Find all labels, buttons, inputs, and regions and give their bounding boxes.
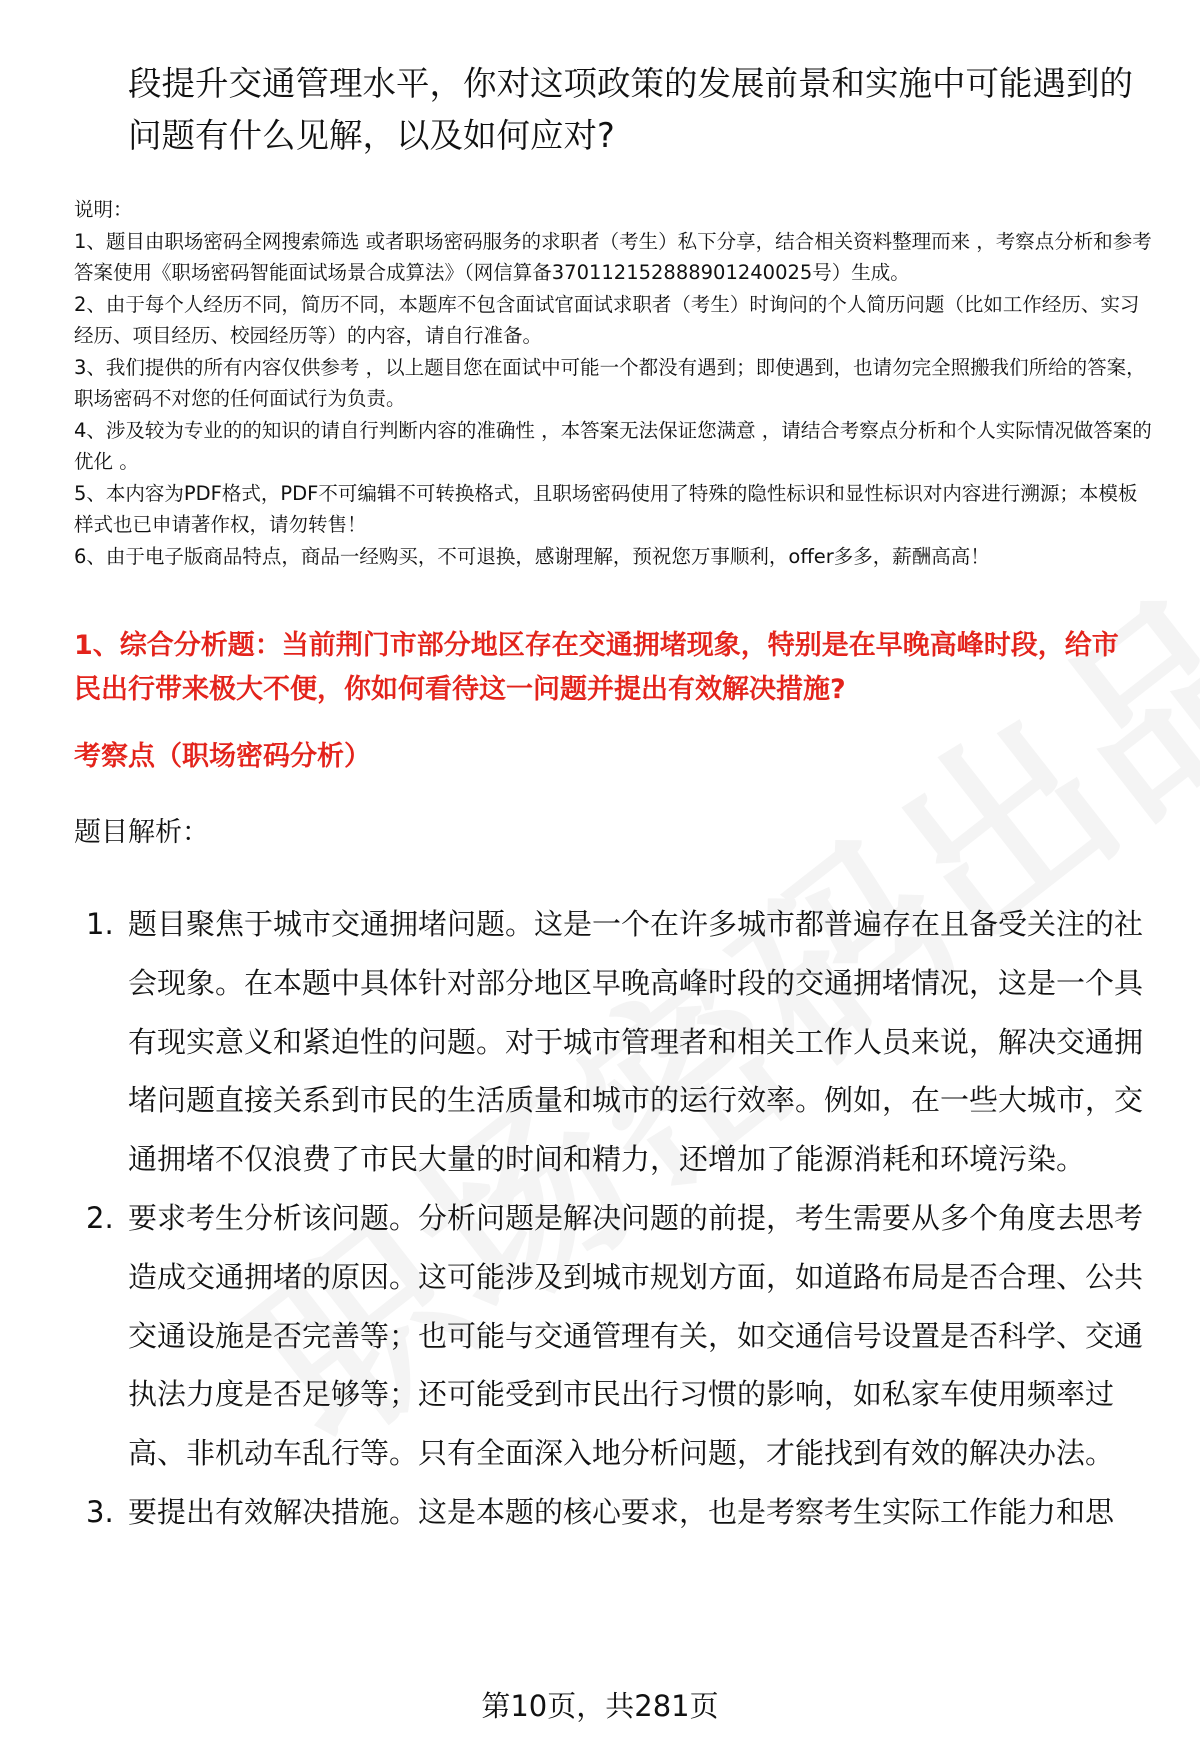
notes-block <box>74 194 1154 572</box>
point-number: 2. <box>86 1200 114 1235</box>
note-item-6: 6、由于电子版商品特点，商品一经购买，不可退换，感谢理解，预祝您万事顺利，offer多多，薪酬高高！ <box>74 544 990 568</box>
note-item-3: 3、我们提供的所有内容仅供参考 ，以上题目您在面试中可能一个都没有遇到；即使遇到，也请勿完全照搬我们所给的答案，职场密码不对您的任何面试行为负责。 <box>74 355 1146 410</box>
note-item-4: 4、涉及较为专业的的知识的请自行判断内容的准确性 ，本答案无法保证您满意 ，请结合考察点分析和个人实际情况做答案的优化 。 <box>74 418 1152 473</box>
question-title: 1、综合分析题：当前荆门市部分地区存在交通拥堵现象，特别是在早晚高峰时段，给市民出行带来极大不便，你如何看待这一问题并提出有效解决措施? <box>74 630 1119 705</box>
note-item-2: 2、由于每个人经历不同，简历不同，本题库不包含面试官面试求职者（考生）时询问的个人简历问题（比如工作经历、实习经历、项目经历、校园经历等）的内容，请自行准备。 <box>74 292 1140 347</box>
notes-title: 说明： <box>74 198 133 221</box>
analysis-heading: 考察点（职场密码分析） <box>74 741 371 772</box>
point-number: 1. <box>86 907 114 941</box>
point-text: 题目聚焦于城市交通拥堵问题。这是一个在许多城市都普遍存在且备受关注的社会现象。在本题中具体针对部分地区早晚高峰时段的交通拥堵情况，这是一个具有现实意义和紧迫性的问题。对于城市管理者和相关工作人员来说，解决交通拥堵问题直接关系到市民的生活质量和城市的运行效率。例如，在一些大城市，交通拥堵不仅浪费了市民大量的时间和精力，还增加了能源消耗和环境污染。 <box>128 907 1144 1177</box>
analysis-subheading: 题目解析： <box>74 817 209 848</box>
point-text: 要提出有效解决措施。这是本题的核心要求，也是考察考生实际工作能力和思 <box>128 1494 1115 1529</box>
analysis-point-1 <box>0 895 1143 1189</box>
analysis-point-2 <box>0 1189 1143 1483</box>
continued-question-text: 段提升交通管理水平，你对这项政策的发展前景和实施中可能遇到的问题有什么见解，以及如何应对? <box>128 64 1133 155</box>
point-number: 3. <box>86 1494 114 1529</box>
note-item-1: 1、题目由职场密码全网搜索筛选 或者职场密码服务的求职者（考生）私下分享，结合相关资料整理而来 ，考察点分析和参考答案使用《职场密码智能面试场景合成算法》（网信算备370112152888901240025号）生成。 <box>74 229 1152 284</box>
point-text: 要求考生分析该问题。分析问题是解决问题的前提，考生需要从多个角度去思考造成交通拥堵的原因。这可能涉及到城市规划方面，如道路布局是否合理、公共交通设施是否完善等；也可能与交通管理有关，如交通信号设置是否科学、交通执法力度是否足够等；还可能受到市民出行习惯的影响，如私家车使用频率过高、非机动车乱行等。只有全面深入地分析问题，才能找到有效的解决办法。 <box>128 1200 1144 1471</box>
analysis-points <box>0 895 1200 1542</box>
analysis-point-3 <box>0 1483 1143 1542</box>
page-footer: 第10页，共281页 <box>481 1689 719 1723</box>
note-item-5: 5、本内容为PDF格式，PDF不可编辑不可转换格式，且职场密码使用了特殊的隐性标识和显性标识对内容进行溯源；本模板样式也已申请著作权，请勿转售！ <box>74 481 1138 536</box>
